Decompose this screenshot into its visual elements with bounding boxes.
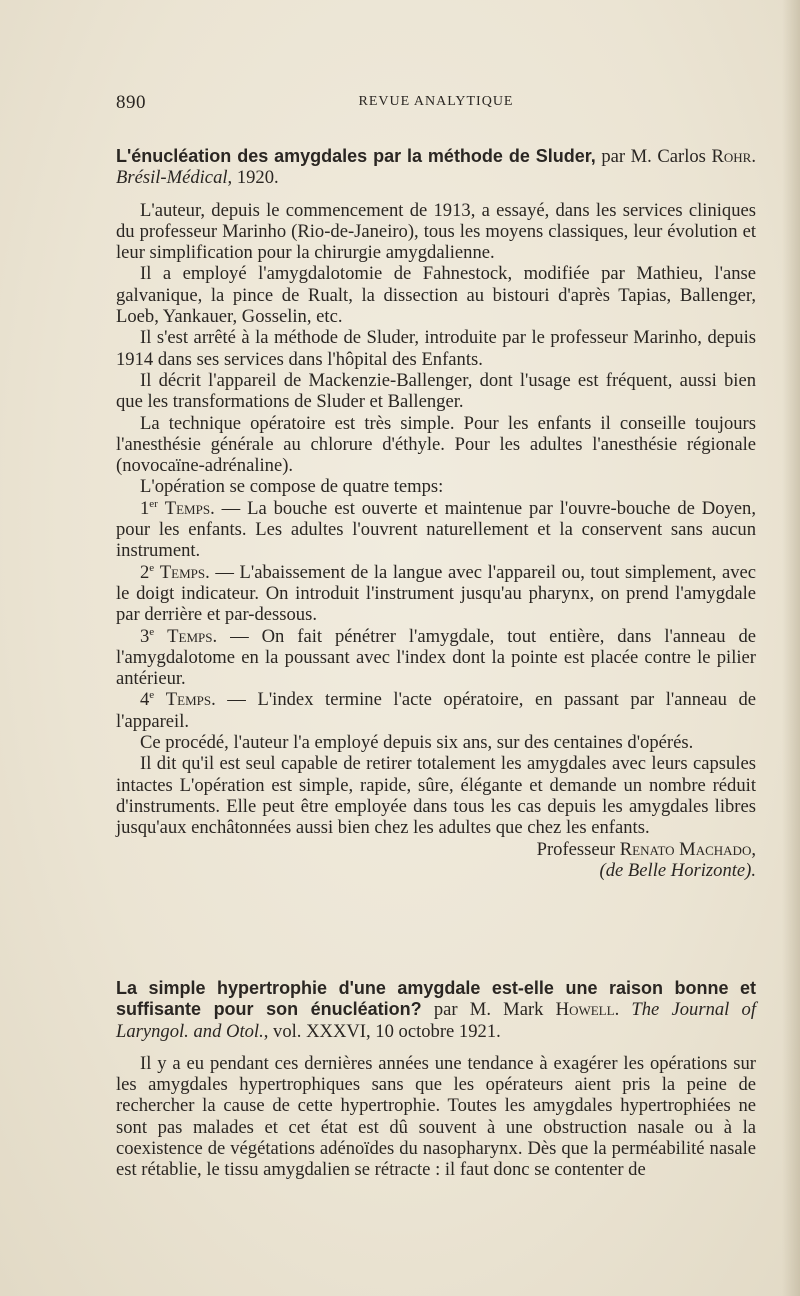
paragraph: L'auteur, depuis le commencement de 1913, a essayé, dans les services cliniques du professeur Marinho (Rio-de-Janeiro), tous les moyens classiques, leur évolution et leur simplification pour la chirurgie amygdalienne. bbox=[116, 199, 756, 264]
paragraph: La technique opératoire est très simple. Pour les enfants il conseille toujours l'anesthésie générale au chlorure d'éthyle. Pour les adultes l'anesthésie régionale (novocaïne-adrénaline). bbox=[116, 412, 756, 477]
article-2-title: La simple hypertrophie d'une amygdale est-elle une raison bonne et suffisante pour son énucléation? bbox=[116, 978, 756, 1020]
page-number: 890 bbox=[116, 92, 146, 113]
article-2-author: Howell bbox=[555, 999, 615, 1021]
paragraph: Ce procédé, l'auteur l'a employé depuis six ans, sur des centaines d'opérés. bbox=[140, 732, 694, 754]
article-1-journal: Brésil-Médical bbox=[116, 167, 228, 189]
paragraph: Il y a eu pendant ces dernières années une tendance à exagérer les opérations sur les amygdales hypertrophiques sans que les opérateurs aient pris la peine de rechercher la cause de cette hypertrophie. Toutes les amygdales hypertrophiées ne sont pas malades et cet état est dû souvent à une obstruction nasale ou à la coexistence de végétations adénoïdes du nasopharynx. Dès que la perméabilité nasale est rétablie, le tissu amygdalien se rétracte : il faut donc se contenter de bbox=[116, 1052, 756, 1181]
article-2 bbox=[116, 978, 756, 1181]
step-3: 3e Temps. — On fait pénétrer l'amygdale, tout entière, dans l'anneau de l'amygdalotome en la poussant avec l'index dont la pointe est placée contre le pilier antérieur. bbox=[116, 625, 756, 690]
signature-name: Renato Machado bbox=[619, 838, 752, 860]
article-1-heading: L'énucléation des amygdales par la méthode de Sluder, par M. Carlos Rohr. Brésil-Médical, 1920. bbox=[116, 146, 756, 189]
running-title: REVUE ANALYTIQUE bbox=[358, 94, 514, 109]
article-2-journal: The Journal of Laryngol. and Otol. bbox=[116, 999, 757, 1042]
page-edge-shadow bbox=[782, 0, 800, 1296]
paragraph: Il s'est arrêté à la méthode de Sluder, introduite par le professeur Marinho, depuis 1914 dans ses services dans l'hôpital des Enfants. bbox=[116, 327, 756, 370]
page-header bbox=[116, 92, 756, 116]
signature: Professeur Renato Machado, bbox=[536, 838, 756, 860]
paragraph: Il dit qu'il est seul capable de retirer totalement les amygdales avec leurs capsules intactes L'opération est simple, rapide, sûre, élégante et demande un nombre réduit d'instruments. Elle peut être employée dans tous les cas depuis les amygdales libres jusqu'aux enchâtonnées aussi bien chez les adultes que chez les enfants. bbox=[116, 753, 756, 839]
signature-place: (de Belle Horizonte). bbox=[599, 859, 756, 881]
article-2-heading: La simple hypertrophie d'une amygdale est-elle une raison bonne et suffisante pour son énucléation? par M. Mark Howell. The Journal of Laryngol. and Otol., vol. XXXVI, 10 octobre 1921. bbox=[116, 978, 757, 1042]
article-1 bbox=[116, 146, 756, 881]
article-1-author: Rohr bbox=[711, 146, 752, 167]
step-4: 4e Temps. — L'index termine l'acte opératoire, en passant par l'anneau de l'appareil. bbox=[116, 689, 756, 732]
step-1: 1er Temps. — La bouche est ouverte et maintenue par l'ouvre-bouche de Doyen, pour les enfants. Les adultes l'ouvrent naturellement et la conservent sans aucun instrument. bbox=[116, 497, 756, 562]
step-2: 2e Temps. — L'abaissement de la langue avec l'appareil ou, tout simplement, avec le doigt indicateur. On introduit l'instrument jusqu'au pharynx, on prend l'amygdale par derrière et par-dessous. bbox=[116, 561, 756, 626]
paragraph: Il décrit l'appareil de Mackenzie-Ballenger, dont l'usage est fréquent, aussi bien que les transformations de Sluder et Ballenger. bbox=[116, 369, 756, 413]
paragraph: Il a employé l'amygdalotomie de Fahnestock, modifiée par Mathieu, l'anse galvanique, la pince de Rualt, la dissection au bistouri d'après Tapias, Ballenger, Loeb, Yankauer, Gosselin, etc. bbox=[116, 263, 756, 328]
article-1-title: L'énucléation des amygdales par la méthode de Sluder, bbox=[116, 146, 596, 166]
paragraph: L'opération se compose de quatre temps: bbox=[140, 476, 444, 498]
